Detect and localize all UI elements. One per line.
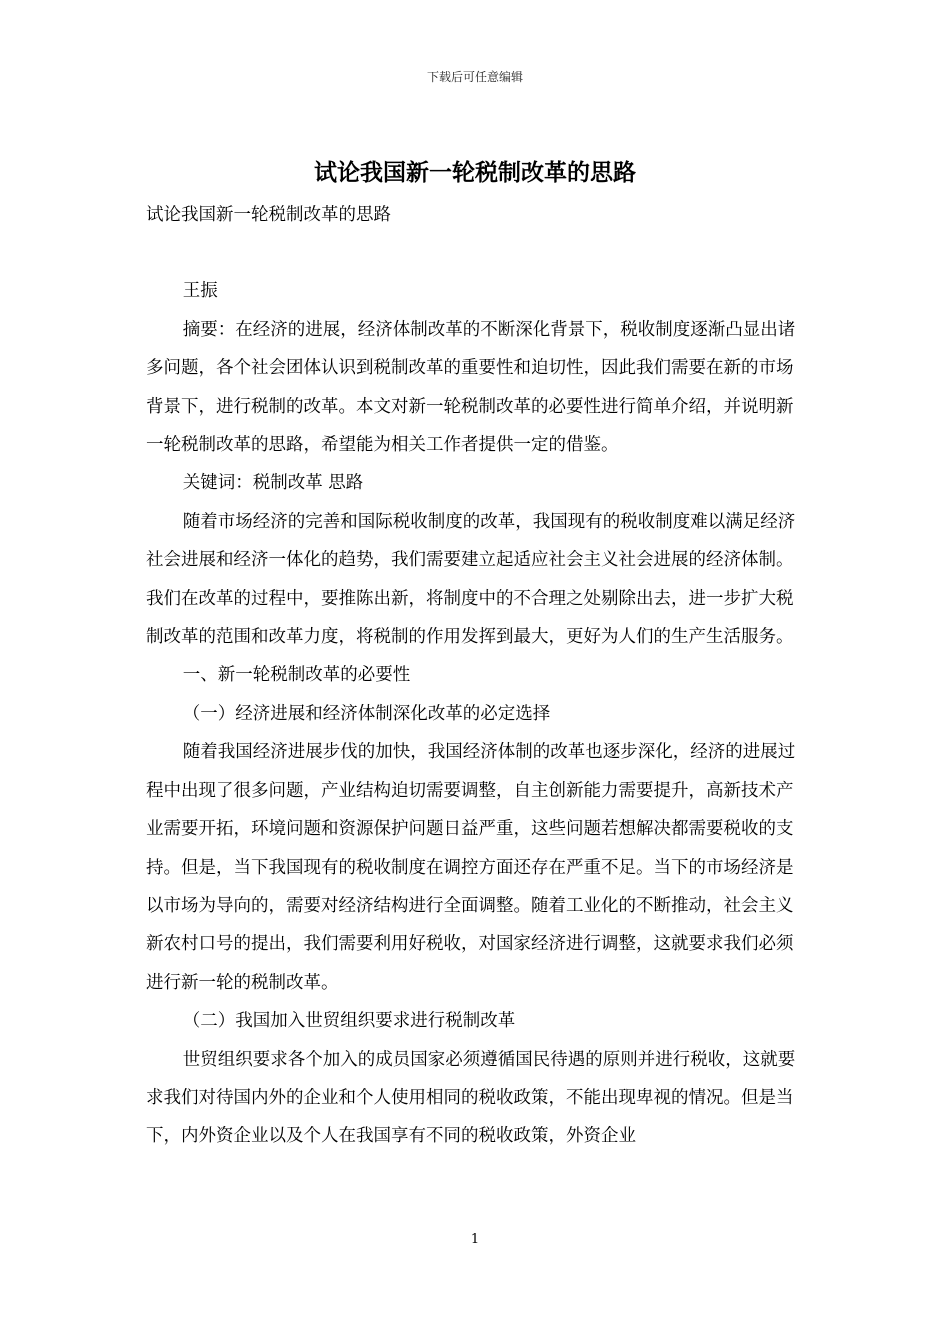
- subsection-2-paragraph: 世贸组织要求各个加入的成员国家必须遵循国民待遇的原则并进行税收，这就要求我们对待国内外的企业和个人使用相同的税收政策，不能出现卑视的情况。但是当下，内外资企业以及个人在我国享有不同的税收政策，外资企业: [146, 1049, 796, 1147]
- document-subtitle: 试论我国新一轮税制改革的思路: [146, 205, 391, 225]
- subsection-1-paragraph: 随着我国经济进展步伐的加快，我国经济体制的改革也逐步深化，经济的进展过程中出现了很多问题，产业结构迫切需要调整，自主创新能力需要提升，高新技术产业需要开拓，环境问题和资源保护问题日益严重，这些问题若想解决都需要税收的支持。但是，当下我国现有的税收制度在调控方面还存在严重不足。当下的市场经济是以市场为导向的，需要对经济结构进行全面调整。随着工业化的不断推动，社会主义新农村口号的提出，我们需要利用好税收，对国家经济进行调整，这就要求我们必须进行新一轮的税制改革。: [146, 742, 796, 993]
- abstract-paragraph: 摘要：在经济的进展，经济体制改革的不断深化背景下，税收制度逐渐凸显出诸多问题，各个社会团体认识到税制改革的重要性和迫切性，因此我们需要在新的市场背景下，进行税制的改革。本文对新一轮税制改革的必要性进行简单介绍，并说明新一轮税制改革的思路，希望能为相关工作者提供一定的借鉴。: [146, 319, 796, 456]
- page-number: 1: [470, 1232, 480, 1247]
- author-name: 王振: [182, 281, 218, 302]
- subsection-heading-1: （一）经济进展和经济体制深化改革的必定选择: [182, 703, 551, 724]
- document-title: 试论我国新一轮税制改革的思路: [314, 159, 636, 186]
- intro-paragraph: 随着市场经济的完善和国际税收制度的改革，我国现有的税收制度难以满足经济社会进展和经济一体化的趋势，我们需要建立起适应社会主义社会进展的经济体制。我们在改革的过程中，要推陈出新，将制度中的不合理之处剔除出去，进一步扩大税制改革的范围和改革力度，将税制的作用发挥到最大，更好为人们的生产生活服务。: [146, 511, 796, 648]
- blank-line: [146, 234, 810, 272]
- subsection-heading-2: （二）我国加入世贸组织要求进行税制改革: [182, 1011, 516, 1032]
- document-body: [146, 196, 810, 1156]
- keywords-line: 关键词：税制改革 思路: [182, 473, 364, 494]
- page-header-note: 下载后可任意编辑: [426, 70, 523, 84]
- section-heading-1: 一、新一轮税制改革的必要性: [182, 665, 411, 686]
